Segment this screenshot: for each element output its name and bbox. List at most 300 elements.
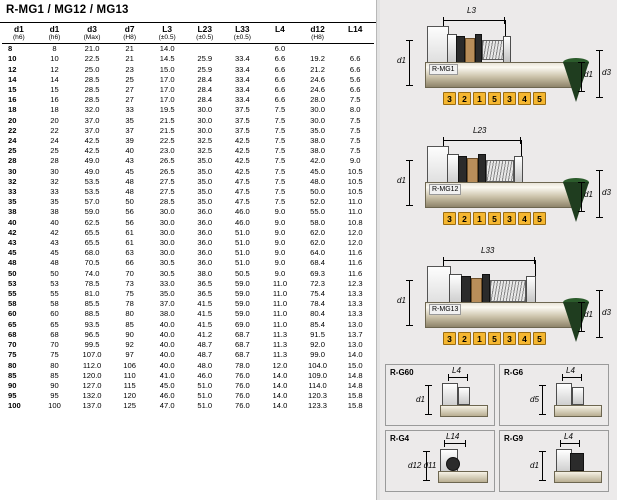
mg12-dim-d3-label: d3 <box>602 188 611 197</box>
table-cell-size: 68 <box>8 329 17 339</box>
mg12-part-0: 3 <box>443 212 456 225</box>
table-cell: 38 <box>50 207 59 217</box>
mg13-part-5: 4 <box>518 332 531 345</box>
table-cell: 30.0 <box>310 115 325 125</box>
table-cell: 13.3 <box>347 289 363 299</box>
table-cell: 51.0 <box>234 258 250 268</box>
table-row <box>2 381 374 391</box>
table-row <box>2 330 374 340</box>
mg13-dim-d3-label: d3 <box>602 308 611 317</box>
table-cell: 52.0 <box>310 197 325 207</box>
table-cell: 80.4 <box>310 309 325 319</box>
table-cell-size: 45 <box>8 248 17 258</box>
mg13-part-6: 5 <box>533 332 546 345</box>
table-cell: 28.4 <box>197 74 213 84</box>
table-cell: 50.0 <box>310 187 325 197</box>
table-cell: 110 <box>123 370 136 380</box>
seat-name-r-g60: R-G60 <box>390 368 414 377</box>
table-cell: 68.0 <box>84 248 100 258</box>
table-row <box>2 248 374 258</box>
table-cell: 51.0 <box>234 227 250 237</box>
table-cell: 37 <box>125 125 134 135</box>
table-cell: 36.5 <box>197 289 213 299</box>
table-cell: 37.5 <box>234 105 250 115</box>
table-cell: 30.0 <box>197 125 213 135</box>
table-cell: 18 <box>50 105 59 115</box>
table-cell: 22 <box>50 125 59 135</box>
table-cell: 40 <box>50 217 59 227</box>
mg12-dim-d1-label: d1 <box>584 190 593 199</box>
table-cell: 42.5 <box>234 146 250 156</box>
table-row <box>2 258 374 268</box>
table-cell: 10.5 <box>347 176 363 186</box>
table-cell: 36.0 <box>197 227 213 237</box>
table-cell: 7.5 <box>274 197 286 207</box>
table-cell: 11.0 <box>348 197 363 207</box>
table-cell: 46.0 <box>197 370 213 380</box>
table-cell: 40.0 <box>159 319 175 329</box>
table-cell: 51.0 <box>234 248 250 258</box>
page-title: R-MG1 / MG12 / MG13 <box>6 4 129 16</box>
table-cell-size: 42 <box>8 227 17 237</box>
table-cell: 40.0 <box>159 350 175 360</box>
table-cell: 35.0 <box>310 125 325 135</box>
table-cell: 39 <box>125 136 134 146</box>
table-cell: 37.5 <box>234 125 250 135</box>
th-l23 <box>186 24 224 44</box>
table-cell: 48 <box>125 176 134 186</box>
table-cell-size: 12 <box>8 64 17 74</box>
th-d1-sub: (h6) <box>12 34 25 42</box>
mg12-part-numbers <box>443 212 546 225</box>
table-cell: 7.5 <box>349 95 361 105</box>
table-cell: 25.9 <box>197 64 213 74</box>
table-cell: 68.7 <box>234 340 250 350</box>
table-cell: 19.5 <box>159 105 175 115</box>
table-cell: 68.7 <box>234 329 250 339</box>
table-cell-size: 16 <box>8 95 17 105</box>
table-cell: 47.5 <box>234 187 250 197</box>
table-cell: 99.5 <box>84 340 100 350</box>
table-cell-size: 55 <box>8 289 17 299</box>
table-cell: 33 <box>50 187 59 197</box>
table-cell: 66 <box>125 258 134 268</box>
table-cell: 59.0 <box>234 278 250 288</box>
table-cell-size: 60 <box>8 309 17 319</box>
mg1-dim-d3-line <box>599 50 600 98</box>
mg1-part-1: 2 <box>458 92 471 105</box>
table-cell: 85 <box>50 370 59 380</box>
table-cell: 33.4 <box>234 85 250 95</box>
table-cell: 115 <box>123 380 136 390</box>
table-cell: 9.0 <box>274 207 286 217</box>
mg12-cone <box>563 182 589 222</box>
title-divider <box>0 22 376 23</box>
table-cell: 85 <box>125 319 134 329</box>
table-row <box>2 197 374 207</box>
g4-oring <box>446 457 460 471</box>
th-l3-label: L3 <box>162 24 173 34</box>
table-cell: 85.5 <box>84 299 100 309</box>
mg12-part-6: 5 <box>533 212 546 225</box>
table-cell: 37.5 <box>234 115 250 125</box>
table-cell: 74.0 <box>84 268 100 278</box>
mg13-dim-l33-line <box>443 260 535 261</box>
table-cell: 42 <box>50 227 59 237</box>
table-row <box>2 391 374 401</box>
table-cell: 43 <box>50 238 59 248</box>
table-cell: 13.3 <box>347 299 363 309</box>
table-cell: 7.5 <box>349 115 361 125</box>
table-cell: 25 <box>125 74 134 84</box>
table-cell <box>299 44 337 55</box>
mg13-dim-dleft-line <box>409 280 410 326</box>
table-cell: 6.6 <box>274 54 286 64</box>
table-cell: 50.5 <box>234 268 250 278</box>
table-cell: 78.0 <box>234 360 250 370</box>
table-cell-size: 75 <box>8 350 17 360</box>
table-cell: 53.5 <box>84 187 100 197</box>
table-cell: 72.3 <box>310 278 325 288</box>
th-d7 <box>111 24 149 44</box>
table-cell: 28 <box>50 156 59 166</box>
mg1-dim-dleft-label: d1 <box>397 56 406 65</box>
table-cell: 33.4 <box>234 74 250 84</box>
table-cell <box>224 44 262 55</box>
figure-mg13 <box>381 242 614 360</box>
table-cell: 55 <box>50 289 59 299</box>
table-cell: 46.0 <box>234 217 250 227</box>
seat-box-r-g6 <box>499 364 609 426</box>
table-cell: 14.0 <box>272 401 288 411</box>
table-cell: 14.5 <box>159 54 175 64</box>
table-cell: 49.0 <box>84 156 100 166</box>
table-cell: 58.0 <box>310 217 325 227</box>
g6-shaft <box>554 405 602 417</box>
table-cell: 41.2 <box>197 329 213 339</box>
table-cell: 73 <box>125 278 134 288</box>
table-cell: 90 <box>125 329 134 339</box>
table-cell: 127.0 <box>82 380 102 390</box>
table-cell: 25.9 <box>197 54 213 64</box>
table-cell: 28.5 <box>84 85 100 95</box>
table-row <box>2 116 374 126</box>
table-cell: 9.0 <box>274 238 286 248</box>
table-cell: 47.5 <box>234 176 250 186</box>
table-cell-size: 40 <box>8 217 17 227</box>
table-cell: 11.0 <box>272 299 288 309</box>
table-cell-size: 14 <box>8 74 17 84</box>
table-cell: 68 <box>50 329 59 339</box>
table-cell: 65 <box>50 319 59 329</box>
table-cell: 15.8 <box>347 391 363 401</box>
th-l4-label: L4 <box>275 24 285 34</box>
th-d1-label: d1 <box>13 24 24 34</box>
table-cell: 42.5 <box>84 136 100 146</box>
table-cell: 80 <box>125 309 134 319</box>
table-row <box>2 65 374 75</box>
table-cell: 62.5 <box>84 217 100 227</box>
mg1-part-0: 3 <box>443 92 456 105</box>
table-cell: 11.3 <box>272 340 288 350</box>
mg13-tag: R-MG13 <box>429 304 461 315</box>
table-cell: 65.5 <box>84 238 100 248</box>
th-d1b-label: d1 <box>49 24 60 34</box>
table-cell: 14.8 <box>347 380 363 390</box>
table-cell: 17.0 <box>159 85 175 95</box>
table-cell: 69.3 <box>310 268 325 278</box>
table-row <box>2 309 374 319</box>
table-cell: 35.0 <box>159 289 175 299</box>
table-cell-size: 10 <box>8 54 17 64</box>
table-cell: 78.5 <box>84 278 100 288</box>
table-row <box>2 177 374 187</box>
table-cell: 41.5 <box>197 299 213 309</box>
table-cell: 6.6 <box>349 64 361 74</box>
th-l14-label: L14 <box>347 24 363 34</box>
table-header-row <box>2 24 374 44</box>
g4-dim-label: L14 <box>446 432 460 441</box>
table-row <box>2 95 374 105</box>
table-cell-size: 32 <box>8 176 17 186</box>
mg12-tag: R-MG12 <box>429 184 461 195</box>
table-cell: 38.0 <box>159 309 175 319</box>
table-row <box>2 289 374 299</box>
table-cell: 35.0 <box>197 156 213 166</box>
table-cell: 50 <box>125 197 134 207</box>
g4-dim-side-label: d12 d11 <box>408 461 437 470</box>
table-cell: 48 <box>125 187 134 197</box>
table-cell: 12.0 <box>347 238 363 248</box>
table-cell: 63 <box>125 248 134 258</box>
table-cell: 68.4 <box>310 258 325 268</box>
table-cell: 68.7 <box>234 350 250 360</box>
table-cell: 15.0 <box>347 360 363 370</box>
table-cell: 10.8 <box>347 217 363 227</box>
table-cell: 70 <box>50 340 59 350</box>
mg1-dim-d1-label: d1 <box>584 70 593 79</box>
table-cell: 6.6 <box>274 95 286 105</box>
table-cell: 24.6 <box>310 74 325 84</box>
table-cell-size: 85 <box>8 370 17 380</box>
g60-shaft <box>440 405 488 417</box>
mg13-dim-d1-line <box>581 302 582 332</box>
table-cell: 23 <box>125 64 134 74</box>
table-cell: 51.0 <box>197 401 213 411</box>
table-cell: 7.5 <box>274 105 286 115</box>
table-row <box>2 85 374 95</box>
table-cell: 51.0 <box>197 391 213 401</box>
table-cell-size: 15 <box>8 85 17 95</box>
table-cell: 7.5 <box>274 125 286 135</box>
table-cell-size: 28 <box>8 156 17 166</box>
table-cell: 26.5 <box>159 166 175 176</box>
table-cell: 10.5 <box>347 187 363 197</box>
mg1-spring <box>482 40 504 60</box>
table-cell: 59.0 <box>234 299 250 309</box>
th-d12-label: d12 <box>310 24 325 34</box>
table-cell: 15.8 <box>347 401 363 411</box>
table-cell: 92 <box>125 340 134 350</box>
table-row <box>2 105 374 115</box>
table-row <box>2 340 374 350</box>
table-cell: 109.0 <box>308 370 328 380</box>
table-cell: 7.5 <box>274 166 286 176</box>
table-cell: 21 <box>125 54 134 64</box>
g6-dim-label: L4 <box>566 366 575 375</box>
table-cell: 61 <box>125 238 134 248</box>
mg13-dim-l33-label: L33 <box>481 246 495 255</box>
th-l4 <box>261 24 299 44</box>
table-row <box>2 320 374 330</box>
th-d1b <box>36 24 74 44</box>
g6-dim-side-line <box>542 385 543 415</box>
table-cell: 14.0 <box>159 44 175 54</box>
table-cell: 9.0 <box>274 258 286 268</box>
table-cell: 59.0 <box>234 309 250 319</box>
mg13-dim-d1-label: d1 <box>584 310 593 319</box>
table-row <box>2 156 374 166</box>
table-cell: 62.0 <box>310 238 325 248</box>
mg12-part-2: 1 <box>473 212 486 225</box>
mg1-part-6: 5 <box>533 92 546 105</box>
mg1-dim-l3-line <box>443 20 505 21</box>
table-cell: 112.0 <box>82 360 102 370</box>
mg12-part-3: 5 <box>488 212 501 225</box>
table-cell: 19.2 <box>310 54 325 64</box>
table-cell: 45 <box>125 166 134 176</box>
table-cell-size: 43 <box>8 238 17 248</box>
table-cell: 14.0 <box>272 391 288 401</box>
table-cell: 32.5 <box>197 136 213 146</box>
panel-edge <box>377 0 380 500</box>
table-cell: 33 <box>125 105 134 115</box>
table-cell: 61 <box>125 227 134 237</box>
table-cell: 104.0 <box>308 360 328 370</box>
table-cell: 9.0 <box>274 227 286 237</box>
table-cell: 17.0 <box>159 74 175 84</box>
table-cell: 42.5 <box>84 146 100 156</box>
table-cell: 33.4 <box>234 95 250 105</box>
table-cell: 13.3 <box>347 309 363 319</box>
mg1-retainer <box>503 36 511 64</box>
g4-dim-line <box>444 443 466 444</box>
seat-box-r-g4 <box>385 430 495 492</box>
table-cell: 11.0 <box>272 309 288 319</box>
table-cell-size: 18 <box>8 105 17 115</box>
table-cell: 137.0 <box>82 401 102 411</box>
table-cell: 14.0 <box>272 380 288 390</box>
table-cell: 81.0 <box>84 289 100 299</box>
table-cell: 76.0 <box>234 370 250 380</box>
table-cell: 11.6 <box>348 268 363 278</box>
table-cell: 6.6 <box>349 54 361 64</box>
table-cell: 30.5 <box>159 268 175 278</box>
table-cell: 7.5 <box>274 115 286 125</box>
g60-dim-line <box>448 377 468 378</box>
table-cell: 120.3 <box>308 391 328 401</box>
mg12-dim-d3-line <box>599 170 600 218</box>
table-cell: 28.5 <box>159 197 175 207</box>
table-cell: 35.0 <box>197 197 213 207</box>
table-cell: 35.0 <box>197 187 213 197</box>
table-cell-size: 53 <box>8 278 17 288</box>
table-row <box>2 238 374 248</box>
th-l33-sub: (±0.5) <box>233 34 251 42</box>
table-cell: 22.5 <box>84 54 100 64</box>
table-cell: 33.4 <box>234 64 250 74</box>
table-cell: 37.0 <box>84 125 100 135</box>
table-cell: 30.0 <box>197 105 213 115</box>
table-cell: 23.0 <box>159 146 175 156</box>
table-cell: 70.5 <box>84 258 100 268</box>
th-d1b-sub: (h6) <box>48 34 61 42</box>
mg12-dim-dleft-label: d1 <box>397 176 406 185</box>
figure-mg12 <box>381 122 614 240</box>
table-cell: 123.3 <box>308 401 328 411</box>
table-cell: 49.0 <box>84 166 100 176</box>
figure-mg1 <box>381 4 614 120</box>
table-cell: 25 <box>50 146 59 156</box>
table-cell: 45.0 <box>159 380 175 390</box>
table-cell: 51.0 <box>234 238 250 248</box>
table-cell: 48 <box>50 258 59 268</box>
table-cell: 21.0 <box>84 44 100 54</box>
table-cell: 9.0 <box>349 156 361 166</box>
table-row <box>2 269 374 279</box>
g60-dim-side-label: d1 <box>416 395 425 404</box>
table-cell: 28.0 <box>310 95 325 105</box>
g6-dim-line <box>562 377 582 378</box>
table-cell: 28.4 <box>197 85 213 95</box>
table-cell: 46.0 <box>159 391 175 401</box>
table-cell: 27.5 <box>159 176 175 186</box>
table-cell: 93.5 <box>84 319 100 329</box>
mg13-dim-d3-line <box>599 290 600 338</box>
table-row <box>2 54 374 64</box>
table-cell: 75 <box>125 289 134 299</box>
mg13-part-numbers <box>443 332 546 345</box>
table-cell: 12.3 <box>347 278 363 288</box>
table-cell: 120 <box>123 391 136 401</box>
table-cell: 69.0 <box>234 319 250 329</box>
seat-name-r-g6: R-G6 <box>504 368 524 377</box>
table-cell: 6.6 <box>274 74 286 84</box>
table-cell: 47.5 <box>234 197 250 207</box>
table-cell: 47.0 <box>159 401 175 411</box>
table-row <box>2 299 374 309</box>
table-cell: 78 <box>125 299 134 309</box>
table-cell: 7.5 <box>274 156 286 166</box>
table-cell: 11.0 <box>272 319 288 329</box>
table-cell: 56 <box>125 207 134 217</box>
table-cell: 35.0 <box>197 176 213 186</box>
table-cell-size: 50 <box>8 268 17 278</box>
mg12-part-5: 4 <box>518 212 531 225</box>
table-cell: 59.0 <box>84 207 100 217</box>
table-row <box>2 167 374 177</box>
mg12-part-1: 2 <box>458 212 471 225</box>
table-cell: 15.0 <box>159 64 175 74</box>
table-cell: 42.5 <box>234 166 250 176</box>
table-row <box>2 75 374 85</box>
table-cell: 14.0 <box>272 370 288 380</box>
mg12-dim-l23-line <box>443 140 521 141</box>
table-cell: 41.5 <box>197 309 213 319</box>
mg12-spring <box>486 160 514 182</box>
table-cell: 40.0 <box>159 340 175 350</box>
th-d1 <box>2 24 36 44</box>
